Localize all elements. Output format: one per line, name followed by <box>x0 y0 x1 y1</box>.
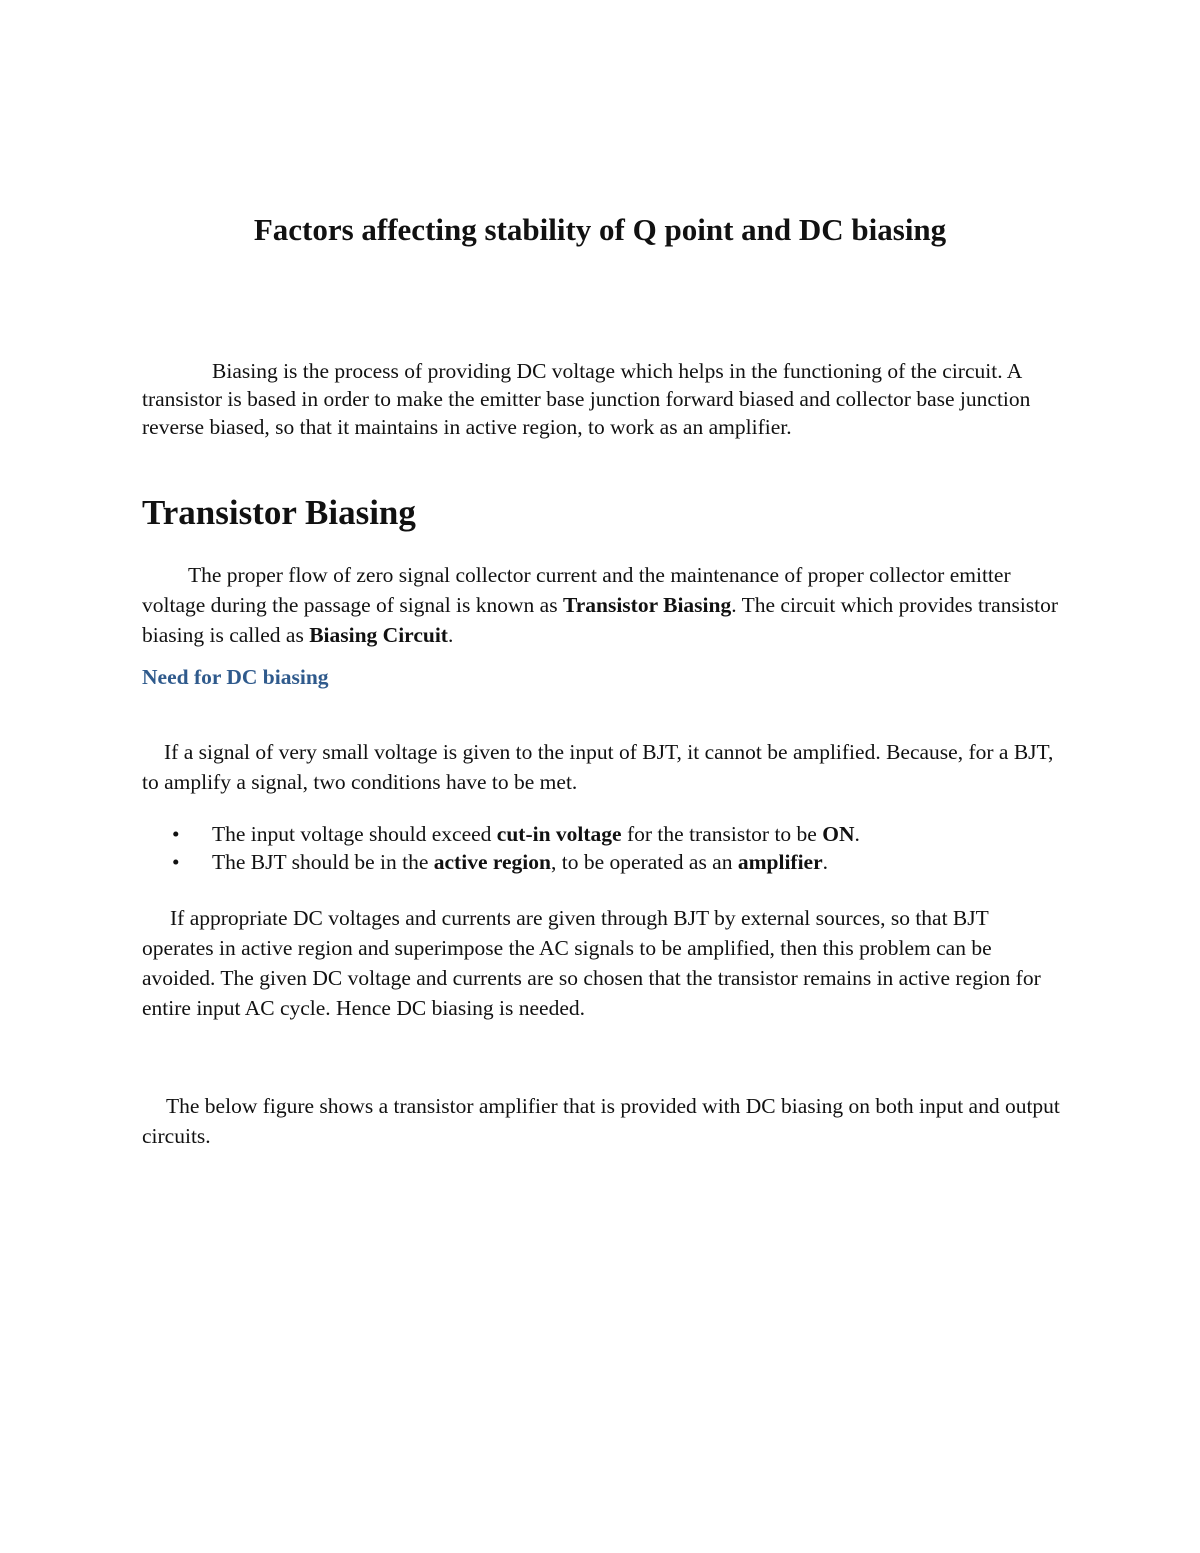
text-run: The BJT should be in the <box>212 850 434 874</box>
text-run: for the transistor to be <box>621 822 823 846</box>
transistor-biasing-paragraph <box>142 560 1062 650</box>
list-item <box>142 820 1042 848</box>
figure-intro-paragraph: The below figure shows a transistor amplifier that is provided with DC biasing on both input and output circuits. <box>142 1094 1060 1148</box>
bold-term: ON <box>822 822 855 846</box>
text-run: , to be operated as an <box>551 850 738 874</box>
need-paragraph: If a signal of very small voltage is given to the input of BJT, it cannot be amplified. Because, for a BJT, to amplify a signal, two conditions have to be met. <box>142 740 1054 794</box>
text-run: . The circuit which provides transistor biasing is called as <box>142 593 1059 647</box>
section-heading: Transistor Biasing <box>142 493 416 532</box>
bold-term: cut-in voltage <box>496 822 622 846</box>
text-run: The input voltage should exceed <box>212 822 497 846</box>
text-run: The proper flow of zero signal collector current and the maintenance of proper collector emitter voltage during the passage of signal is known as <box>142 563 1011 617</box>
text-run: . <box>822 850 829 874</box>
bullet-icon: • <box>172 822 180 846</box>
subsection-heading: Need for DC biasing <box>142 665 329 689</box>
bold-term-biasing-circuit: Biasing Circuit <box>309 623 448 647</box>
bold-term-transistor-biasing: Transistor Biasing <box>562 593 732 617</box>
text-run: . <box>447 623 454 647</box>
list-item <box>142 848 1042 876</box>
dc-voltages-paragraph: If appropriate DC voltages and currents are given through BJT by external sources, so that BJT operates in active region and superimpose the AC signals to be amplified, then this problem can be avoided. The given DC voltage and currents are so chosen that the transistor remains in active region for entire input AC cycle. Hence DC biasing is needed. <box>142 906 1041 1020</box>
bullet-icon: • <box>172 850 180 874</box>
conditions-list <box>142 820 1042 876</box>
intro-paragraph: Biasing is the process of providing DC voltage which helps in the functioning of the circuit. A transistor is based in order to make the emitter base junction forward biased and collector base junction reverse biased, so that it maintains in active region, to work as an amplifier. <box>142 359 1031 439</box>
text-run: . <box>854 822 860 846</box>
bold-term: amplifier <box>737 850 823 874</box>
bold-term: active region <box>433 850 551 874</box>
document-title: Factors affecting stability of Q point and DC biasing <box>253 212 947 247</box>
